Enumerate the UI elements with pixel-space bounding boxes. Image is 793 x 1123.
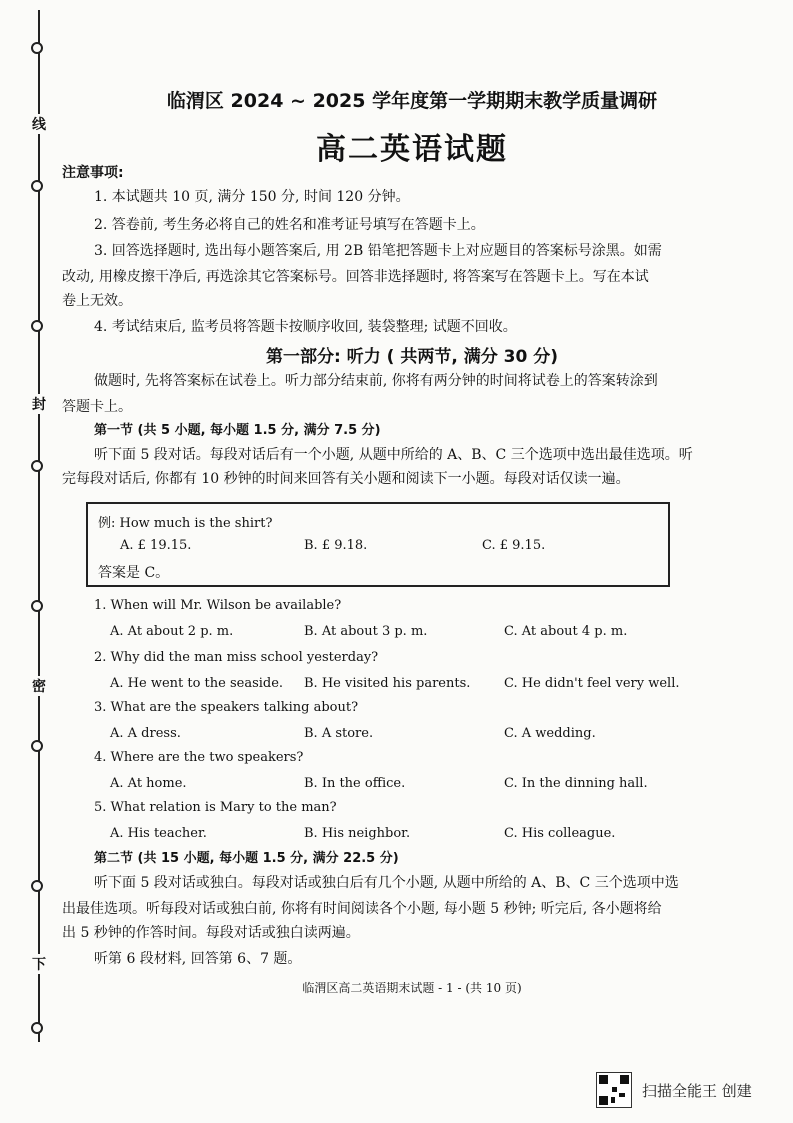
option-b: B. He visited his parents. [304,676,471,691]
part1-title: 第一部分: 听力 ( 共两节, 满分 30 分) [266,347,558,367]
binding-hole [31,1022,43,1034]
option-c: C. He didn't feel very well. [504,676,680,691]
option-b: B. At about 3 p. m. [304,624,428,639]
page-footer: 临渭区高二英语期末试题 - 1 - (共 10 页) [302,981,522,995]
example-answer: 答案是 C。 [98,565,170,581]
question: 1. When will Mr. Wilson be available? [94,598,342,613]
binding-hole [31,180,43,192]
note-3-cont: 改动, 用橡皮擦干净后, 再选涂其它答案标号。回答非选择题时, 将答案写在答题卡上。写在本试 [62,269,649,285]
note-3: 3. 回答选择题时, 选出每小题答案后, 用 2B 铅笔把答题卡上对应题目的答案标号涂黑。如需 [94,243,662,259]
question: 3. What are the speakers talking about? [94,700,359,715]
survey-title: 临渭区 2024 ~ 2025 学年度第一学期期末教学质量调研 [166,90,658,112]
section1-instruction: 完每段对话后, 你都有 10 秒钟的时间来回答有关小题和阅读下一小题。每段对话仅读一遍。 [62,471,630,487]
notes-heading: 注意事项: [62,165,124,181]
example-option-a: A. £ 19.15. [120,538,192,553]
binding-hole [31,320,43,332]
option-c: C. His colleague. [504,826,616,841]
section2-instruction: 听下面 5 段对话或独白。每段对话或独白后有几个小题, 从题中所给的 A、B、C 三个选项中选 [94,875,679,891]
binding-hole [31,880,43,892]
watermark-text: 扫描全能王 创建 [642,1081,752,1100]
binding-hole [31,460,43,472]
margin-char: 线 [30,114,48,134]
section2-instruction: 出 5 秒钟的作答时间。每段对话或独白读两遍。 [62,925,360,941]
binding-hole [31,600,43,612]
question: 2. Why did the man miss school yesterday? [94,650,379,665]
option-b: B. In the office. [304,776,406,791]
option-a: A. At about 2 p. m. [110,624,234,639]
scanner-watermark [596,1072,752,1108]
option-b: B. His neighbor. [304,826,411,841]
option-a: A. A dress. [110,726,181,741]
section1-instruction: 听下面 5 段对话。每段对话后有一个小题, 从题中所给的 A、B、C 三个选项中选出最佳选项。听 [94,447,693,463]
option-c: C. At about 4 p. m. [504,624,628,639]
section2-instruction: 出最佳选项。听每段对话或独白前, 你将有时间阅读各个小题, 每小题 5 秒钟; 听完后, 各小题将给 [62,901,662,917]
margin-char: 下 [30,954,48,974]
binding-hole [31,740,43,752]
part1-intro: 做题时, 先将答案标在试卷上。听力部分结束前, 你将有两分钟的时间将试卷上的答案转涂到 [94,373,658,389]
margin-char: 密 [30,676,48,696]
option-a: A. He went to the seaside. [110,676,284,691]
option-a: A. His teacher. [110,826,207,841]
qr-code-icon [596,1072,632,1108]
option-b: B. A store. [304,726,374,741]
exam-title: 高二英语试题 [316,132,508,167]
question: 5. What relation is Mary to the man? [94,800,337,815]
example-question: 例: How much is the shirt? [98,516,273,531]
example-box [86,502,670,587]
option-c: C. In the dinning hall. [504,776,648,791]
note-1: 1. 本试题共 10 页, 满分 150 分, 时间 120 分钟。 [94,189,410,205]
margin-char: 封 [30,394,48,414]
note-2: 2. 答卷前, 考生务必将自己的姓名和准考证号填写在答题卡上。 [94,217,485,233]
binding-hole [31,42,43,54]
section2-instruction: 听第 6 段材料, 回答第 6、7 题。 [94,951,302,967]
option-c: C. A wedding. [504,726,596,741]
question: 4. Where are the two speakers? [94,750,304,765]
option-a: A. At home. [110,776,187,791]
section2-title: 第二节 (共 15 小题, 每小题 1.5 分, 满分 22.5 分) [94,851,399,866]
section1-title: 第一节 (共 5 小题, 每小题 1.5 分, 满分 7.5 分) [94,423,381,438]
part1-intro: 答题卡上。 [62,399,132,415]
note-3-cont: 卷上无效。 [62,293,132,309]
example-option-b: B. £ 9.18. [304,538,368,553]
example-option-c: C. £ 9.15. [482,538,546,553]
note-4: 4. 考试结束后, 监考员将答题卡按顺序收回, 装袋整理; 试题不回收。 [94,319,517,335]
